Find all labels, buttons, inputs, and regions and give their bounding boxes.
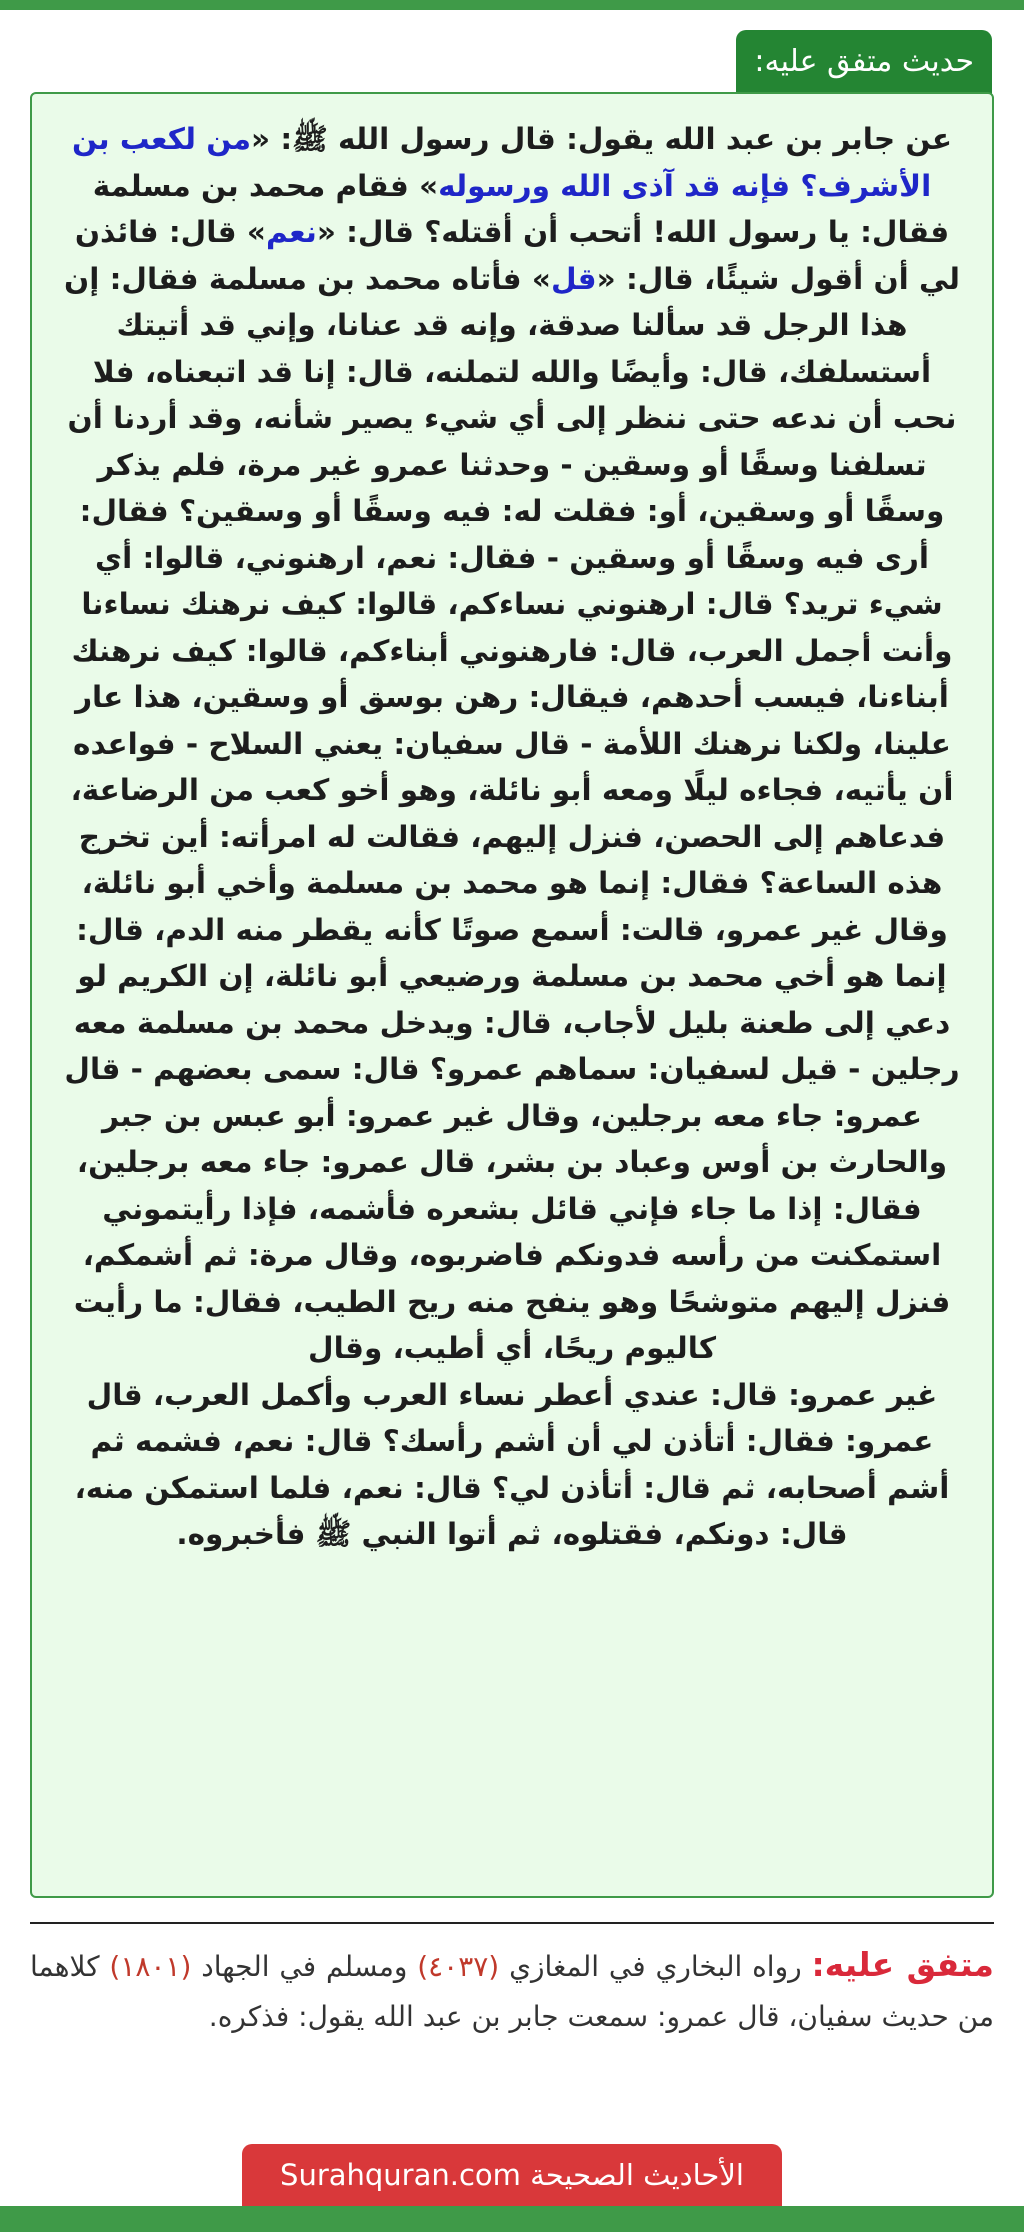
hadith-intro: عن جابر بن عبد الله يقول: قال رسول الله ﷺ: « (251, 122, 953, 156)
source-text-2: ومسلم في الجهاد (191, 1950, 418, 1983)
hadith-body: » فأتاه محمد بن مسلمة فقال: إن هذا الرجل قد سألنا صدقة، وإنه قد عنانا، وإني قد أتيتك أستسلفك، قال: وأيضًا والله لتملنه، قال: إنا قد اتبعناه، فلا نحب أن ندعه حتى ننظر إلى أي شيء يصير شأنه، وقد أردنا أن تسلفنا وسقًا أو وسقين - وحدثنا عمرو غير مرة، فلم يذكر وسقًا أو وسقين، أو: فقلت له: فيه وسقًا أو وسقين؟ فقال: أرى فيه وسقًا أو وسقين - فقال: نعم، ارهنوني، قالوا: أي شيء تريد؟ قال: ارهنوني نساءكم، قالوا: كيف نرهنك نساءنا وأنت أجمل العرب، قال: فارهنوني أبناءكم، قالوا: كيف نرهنك أبناءنا، فيسب أحدهم، فيقال: رهن بوسق أو وسقين، هذا عار علينا، ولكنا نرهنك اللأمة - قال سفيان: يعني السلاح - فواعده أن يأتيه، فجاءه ليلًا ومعه أبو نائلة، وهو أخو كعب من الرضاعة، فدعاهم إلى الحصن، فنزل إليهم، فقالت له امرأته: أين تخرج هذه الساعة؟ فقال: إنما هو محمد بن مسلمة وأخي أبو نائلة، وقال غير عمرو، قالت: أسمع صوتًا كأنه يقطر منه الدم، قال: إنما هو أخي محمد بن مسلمة ورضيعي أبو نائلة، إن الكريم لو دعي إلى طعنة بليل لأجاب، قال: ويدخل محمد بن مسلمة معه رجلين - قيل لسفيان: سماهم عمرو؟ قال: سمى بعضهم - قال عمرو: جاء معه برجلين، وقال غير عمرو: أبو عبس بن جبر والحارث بن أوس وعباد بن بشر، قال عمرو: جاء معه برجلين، فقال: إذا ما جاء فإني قائل بشعره فأشمه، فإذا رأيتموني استمكنت من رأسه فدونكم فاضربوه، وقال مرة: ثم أشمكم، فنزل إليهم متوشحًا وهو ينفح منه ريح الطيب، فقال: ما رأيت كاليوم ريحًا، أي أطيب، وقال (64, 261, 960, 1365)
prophet-quote-3: قل (550, 261, 597, 296)
source-text-1: رواه البخاري في المغازي (499, 1950, 812, 1983)
muslim-number: (١٨٠١) (109, 1950, 192, 1983)
source-label: متفق عليه: (811, 1945, 994, 1984)
bukhari-number: (٤٠٣٧) (417, 1950, 500, 1983)
hadith-box (30, 92, 994, 1898)
bottom-bar (0, 2206, 1024, 2232)
hadith-text (60, 116, 964, 1558)
prophet-quote-2: نعم (265, 215, 317, 249)
source-citation (30, 1940, 994, 2042)
prophet-quote-1: من لكعب بن الأشرف؟ فإنه قد آذى الله ورسوله (71, 122, 932, 203)
footer-site-badge[interactable]: الأحاديث الصحيحة Surahquran.com (242, 2144, 782, 2206)
source-text-3: كلاهما من حديث سفيان، قال عمرو: سمعت جابر بن عبد الله يقول: فذكره. (30, 1950, 994, 2033)
section-divider (30, 1922, 994, 1924)
hadith-segment-3: » قال: فائذن لي أن أقول شيئًا، قال: « (74, 215, 960, 296)
hadith-title-tab: حديث متفق عليه: (736, 30, 992, 94)
hadith-ending: غير عمرو: قال: عندي أعطر نساء العرب وأكمل العرب، قال عمرو: فقال: أتأذن لي أن أشم رأسك؟ قال: نعم، فشمه ثم أشم أصحابه، ثم قال: أتأذن لي؟ قال: نعم، فلما استمكن منه، قال: دونكم، فقتلوه، ثم أتوا النبي ﷺ فأخبروه. (74, 1377, 950, 1551)
hadith-segment-2: » فقام محمد بن مسلمة فقال: يا رسول الله! أتحب أن أقتله؟ قال: « (92, 168, 950, 249)
top-bar (0, 0, 1024, 10)
